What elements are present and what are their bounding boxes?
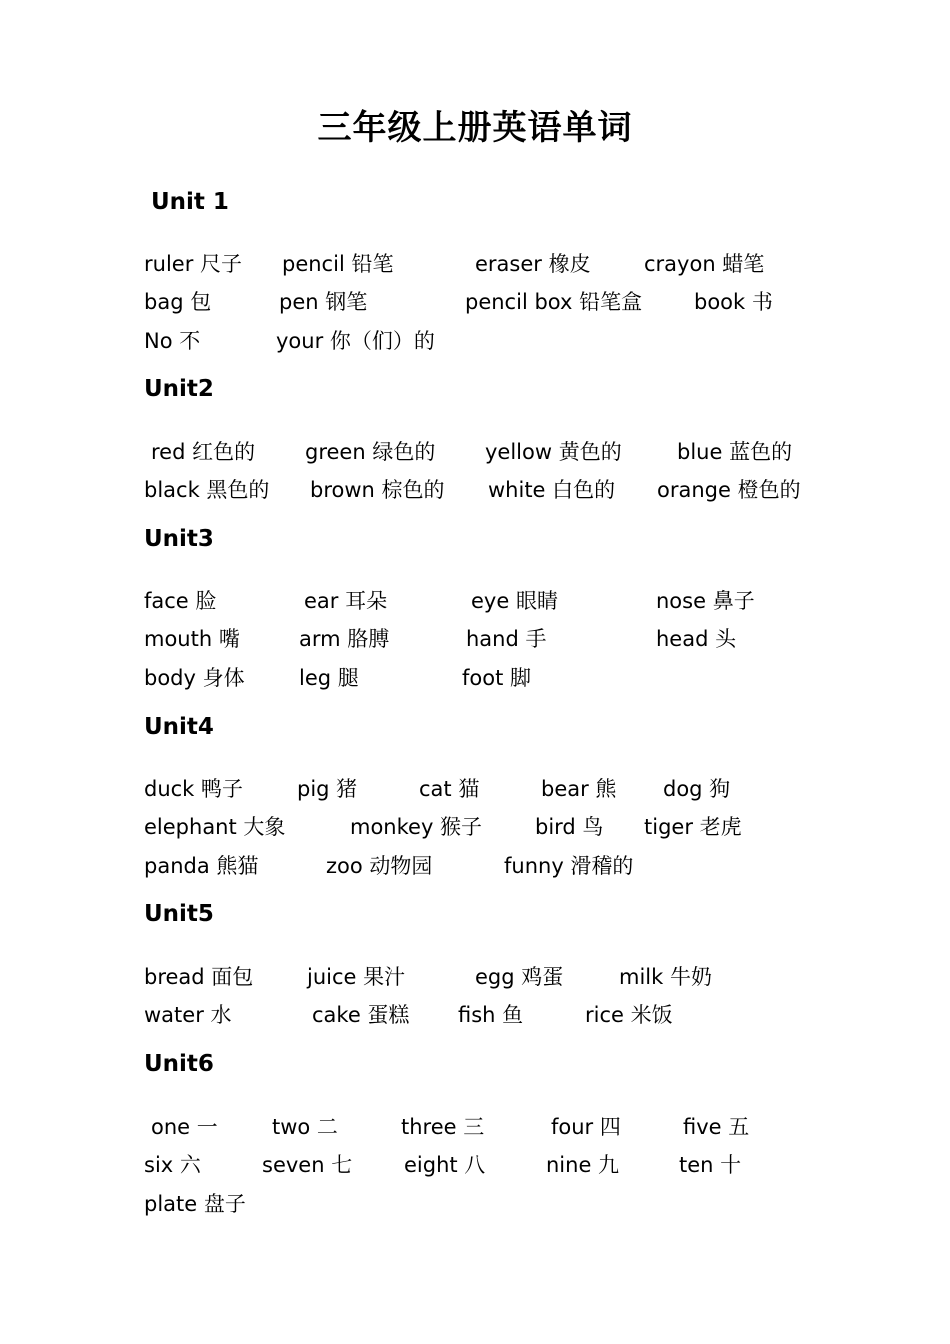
vocab-item: monkey 猴子 xyxy=(350,815,483,839)
unit-heading: Unit3 xyxy=(144,526,214,552)
vocab-item: bag 包 xyxy=(144,290,212,314)
vocab-item: bear 熊 xyxy=(541,777,617,801)
vocab-item: seven 七 xyxy=(262,1153,353,1177)
vocab-item: four 四 xyxy=(551,1115,621,1139)
vocab-item: body 身体 xyxy=(144,666,245,690)
vocab-item: red 红色的 xyxy=(151,440,256,464)
vocab-item: leg 腿 xyxy=(299,666,359,690)
vocab-item: blue 蓝色的 xyxy=(677,440,793,464)
vocab-item: arm 胳膊 xyxy=(299,627,390,651)
vocab-item: fish 鱼 xyxy=(458,1003,524,1027)
vocab-item: funny 滑稽的 xyxy=(504,854,634,878)
vocab-item: duck 鸭子 xyxy=(144,777,244,801)
page-title: 三年级上册英语单词 xyxy=(317,108,633,148)
vocab-item: your 你（们）的 xyxy=(276,329,435,353)
vocab-item: eight 八 xyxy=(404,1153,486,1177)
vocab-item: elephant 大象 xyxy=(144,815,286,839)
vocab-item: nine 九 xyxy=(546,1153,620,1177)
vocab-item: one 一 xyxy=(151,1115,218,1139)
vocab-item: No 不 xyxy=(144,329,201,353)
vocab-item: hand 手 xyxy=(466,627,547,651)
vocab-item: six 六 xyxy=(144,1153,201,1177)
vocab-item: panda 熊猫 xyxy=(144,854,259,878)
vocab-item: nose 鼻子 xyxy=(656,589,755,613)
vocab-item: cat 猫 xyxy=(419,777,480,801)
vocab-item: crayon 蜡笔 xyxy=(644,252,765,276)
vocab-item: eye 眼睛 xyxy=(471,589,558,613)
vocab-item: rice 米饭 xyxy=(585,1003,673,1027)
vocab-item: pig 猪 xyxy=(297,777,358,801)
vocab-item: bread 面包 xyxy=(144,965,254,989)
vocab-item: pencil 铅笔 xyxy=(282,252,394,276)
vocab-item: juice 果汁 xyxy=(307,965,406,989)
vocab-item: ear 耳朵 xyxy=(304,589,388,613)
vocab-item: pen 钢笔 xyxy=(279,290,368,314)
vocab-item: brown 棕色的 xyxy=(310,478,445,502)
vocab-item: yellow 黄色的 xyxy=(485,440,622,464)
vocab-item: face 脸 xyxy=(144,589,217,613)
vocab-item: tiger 老虎 xyxy=(644,815,742,839)
vocab-item: zoo 动物园 xyxy=(326,854,433,878)
vocab-item: orange 橙色的 xyxy=(657,478,801,502)
vocab-item: eraser 橡皮 xyxy=(475,252,591,276)
vocab-item: white 白色的 xyxy=(488,478,616,502)
unit-heading: Unit6 xyxy=(144,1051,214,1077)
vocab-item: plate 盘子 xyxy=(144,1192,246,1216)
vocab-item: two 二 xyxy=(272,1115,338,1139)
vocab-item: mouth 嘴 xyxy=(144,627,240,651)
vocab-item: bird 鸟 xyxy=(535,815,604,839)
vocab-item: foot 脚 xyxy=(462,666,531,690)
vocab-item: green 绿色的 xyxy=(305,440,436,464)
unit-heading: Unit 1 xyxy=(151,189,229,215)
unit-heading: Unit2 xyxy=(144,376,214,402)
vocab-item: dog 狗 xyxy=(663,777,731,801)
vocab-item: head 头 xyxy=(656,627,737,651)
vocab-item: milk 牛奶 xyxy=(619,965,712,989)
vocab-item: cake 蛋糕 xyxy=(312,1003,410,1027)
vocab-item: egg 鸡蛋 xyxy=(475,965,564,989)
vocab-item: pencil box 铅笔盒 xyxy=(465,290,643,314)
vocab-item: black 黑色的 xyxy=(144,478,270,502)
vocab-item: ruler 尺子 xyxy=(144,252,243,276)
vocab-item: five 五 xyxy=(683,1115,750,1139)
vocab-item: ten 十 xyxy=(679,1153,742,1177)
unit-heading: Unit4 xyxy=(144,714,214,740)
vocab-item: water 水 xyxy=(144,1003,232,1027)
vocab-item: three 三 xyxy=(401,1115,485,1139)
vocab-item: book 书 xyxy=(694,290,773,314)
unit-heading: Unit5 xyxy=(144,901,214,927)
